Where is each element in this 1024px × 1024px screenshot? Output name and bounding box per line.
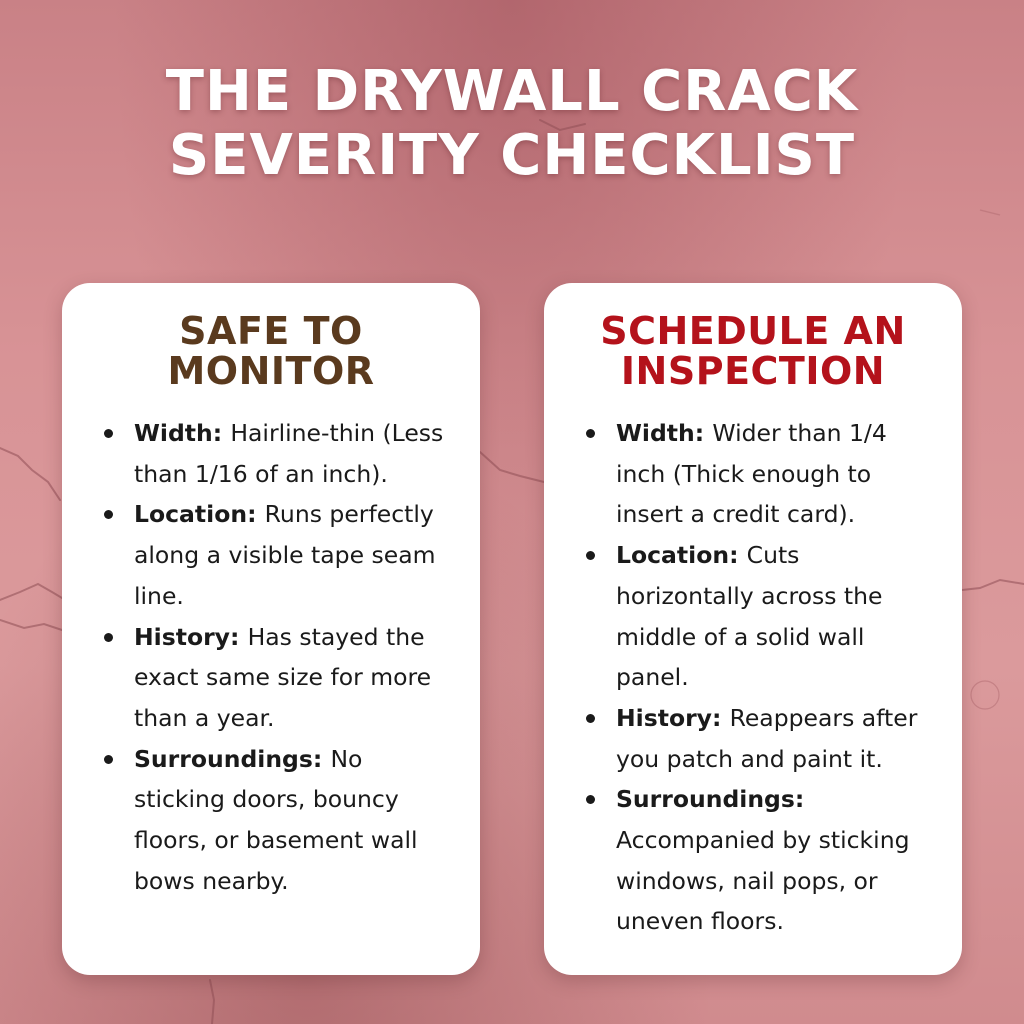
safe-to-monitor-heading <box>88 311 454 391</box>
item-text: Runs perfectly along a visible tape seam line. <box>134 500 436 610</box>
item-text: Has stayed the exact same size for more than a year. <box>134 622 432 732</box>
bullet-icon <box>104 429 113 438</box>
item-label: Surroundings: <box>616 785 805 814</box>
item-text: Reappears after you patch and paint it. <box>616 703 918 773</box>
list-item <box>584 698 936 779</box>
bullet-icon <box>586 551 595 560</box>
list-item <box>102 617 454 739</box>
inspect-heading-line-1: SCHEDULE AN <box>600 309 906 353</box>
item-label: Width: <box>134 419 231 447</box>
list-item <box>584 535 936 698</box>
item-label: Location: <box>134 500 265 529</box>
item-label: Location: <box>616 541 747 570</box>
item-label: History: <box>616 703 730 732</box>
safe-to-monitor-card <box>62 283 480 975</box>
safe-criteria-list <box>102 413 454 901</box>
safe-heading-line-1: SAFE TO <box>179 309 363 353</box>
item-label: History: <box>134 622 248 651</box>
page-title-line-2: SEVERITY CHECKLIST <box>168 123 856 188</box>
bullet-icon <box>104 633 113 642</box>
safe-heading-line-2: MONITOR <box>167 349 375 393</box>
list-item <box>584 413 936 535</box>
list-item <box>102 494 454 616</box>
page-title-line-1: THE DRYWALL CRACK <box>165 59 859 124</box>
bullet-icon <box>586 795 595 804</box>
item-label: Width: <box>616 419 713 447</box>
inspect-heading-line-2: INSPECTION <box>620 349 886 393</box>
item-text: Accompanied by sticking windows, nail pops, or uneven floors. <box>616 826 910 936</box>
item-text: No sticking doors, bouncy floors, or basement wall bows nearby. <box>134 744 418 895</box>
item-label: Surroundings: <box>134 744 331 773</box>
list-item <box>584 779 936 942</box>
item-text: Hairline-thin (Less than 1/16 of an inch). <box>134 419 444 488</box>
inspection-criteria-list <box>584 413 936 942</box>
item-text: Cuts horizontally across the middle of a solid wall panel. <box>616 541 883 692</box>
bullet-icon <box>586 429 595 438</box>
bullet-icon <box>104 510 113 519</box>
bullet-icon <box>586 714 595 723</box>
bullet-icon <box>104 755 113 764</box>
schedule-inspection-heading <box>570 311 936 391</box>
item-text: Wider than 1/4 inch (Thick enough to insert a credit card). <box>616 419 887 529</box>
list-item <box>102 739 454 902</box>
schedule-inspection-card <box>544 283 962 975</box>
list-item <box>102 413 454 494</box>
page-title <box>0 60 1024 188</box>
